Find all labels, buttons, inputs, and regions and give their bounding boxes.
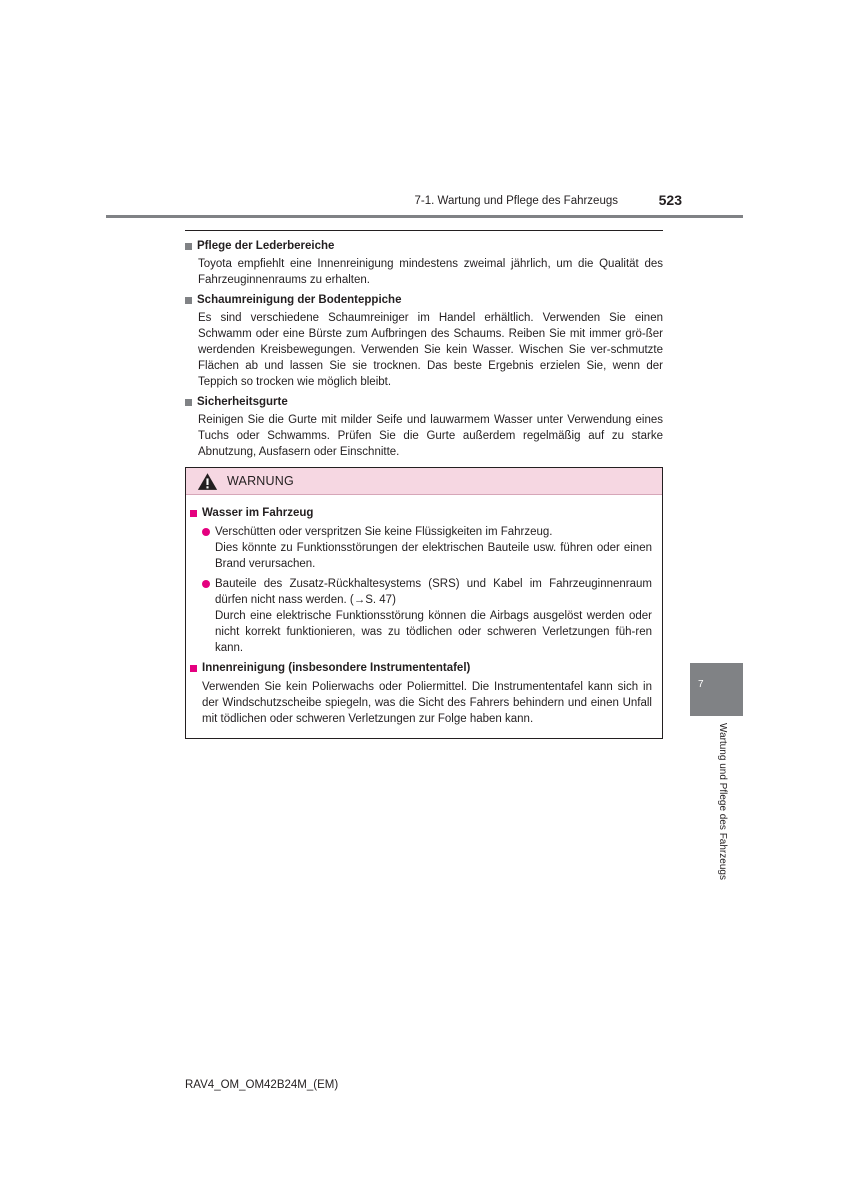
section-heading (185, 292, 663, 308)
bullet-dot-icon (202, 528, 210, 536)
section-body: Reinigen Sie die Gurte mit milder Seife und lauwarmem Wasser unter Verwendung eines Tuchs oder Schwamms. Prüfen Sie die Gurte außerdem regelmäßig auf zu starke Abnutzung, Ausfasern oder Einschnitte. (198, 414, 663, 458)
warning-body (186, 495, 662, 727)
section-body: Toyota empfiehlt eine Innenreinigung mindestens zweimal jährlich, um die Qualität des Fahrzeuginnenraums zu erhalten. (198, 258, 663, 286)
running-header-title: 7-1. Wartung und Pflege des Fahrzeugs (414, 195, 618, 207)
section-heading-text: Pflege der Lederbereiche (197, 240, 335, 252)
square-bullet-icon (185, 297, 192, 304)
bullet-text: Bauteile des Zusatz-Rückhaltesystems (SRS) und Kabel im Fahrzeuginnenraum dürfen nicht nass werden. (→S. 47) (215, 578, 652, 606)
warning-triangle-icon (197, 472, 218, 491)
warning-subheading (190, 505, 652, 521)
bullet-continuation: Durch eine elektrische Funktionsstörung können die Airbags ausgelöst werden oder nicht korrekt funktionieren, was zu tödlichen oder schweren Verletzungen füh-ren kann. (215, 610, 652, 654)
warning-subheading-text: Innenreinigung (insbesondere Instrumententafel) (202, 662, 471, 674)
warning-label: WARNUNG (227, 474, 294, 488)
warning-paragraph: Verwenden Sie kein Polierwachs oder Poliermittel. Die Instrumententafel kann sich in der Windschutzscheibe spiegeln, was die Sicht des Fahrers behindern und einen Unfall mit tödlichen oder schweren Verletzungen zur Folge haben kann. (202, 681, 652, 725)
bullet-continuation: Dies könnte zu Funktionsstörungen der elektrischen Bauteile usw. führen oder einen Brand verursachen. (215, 542, 652, 570)
footer-doc-code: RAV4_OM_OM42B24M_(EM) (185, 1079, 339, 1091)
section-body: Es sind verschiedene Schaumreiniger im Handel erhältlich. Verwenden Sie einen Schwamm oder eine Bürste zum Aufbringen des Schaums. Reiben Sie mit immer grö-ßer werdenden Kreisbewegungen. Verwenden Sie kein Wasser. Wischen Sie ver-schmutzte Flächen ab und lassen Sie sie trocknen. Das beste Ergebnis erzielen Sie, wenn der Teppich so trocken wie möglich bleibt. (198, 312, 663, 388)
section-heading-text: Schaumreinigung der Bodenteppiche (197, 294, 402, 306)
section-heading (185, 238, 663, 254)
chapter-number: 7 (698, 679, 704, 690)
square-bullet-icon (185, 243, 192, 250)
square-bullet-icon (185, 399, 192, 406)
chapter-side-title: Wartung und Pflege des Fahrzeugs (717, 723, 728, 880)
warning-bullet (202, 524, 652, 572)
warning-header (186, 468, 662, 495)
page-number: 523 (658, 192, 682, 208)
warning-box (185, 467, 663, 739)
bullet-dot-icon (202, 580, 210, 588)
magenta-square-icon (190, 665, 197, 672)
warning-bullet (202, 576, 652, 656)
magenta-square-icon (190, 510, 197, 517)
warning-subheading-text: Wasser im Fahrzeug (202, 507, 314, 519)
bullet-text: Verschütten oder verspritzen Sie keine Flüssigkeiten im Fahrzeug. (215, 526, 553, 538)
main-content (185, 230, 663, 464)
section-heading (185, 394, 663, 410)
header-rule (106, 215, 743, 218)
section-heading-text: Sicherheitsgurte (197, 396, 288, 408)
warning-subheading (190, 660, 652, 676)
